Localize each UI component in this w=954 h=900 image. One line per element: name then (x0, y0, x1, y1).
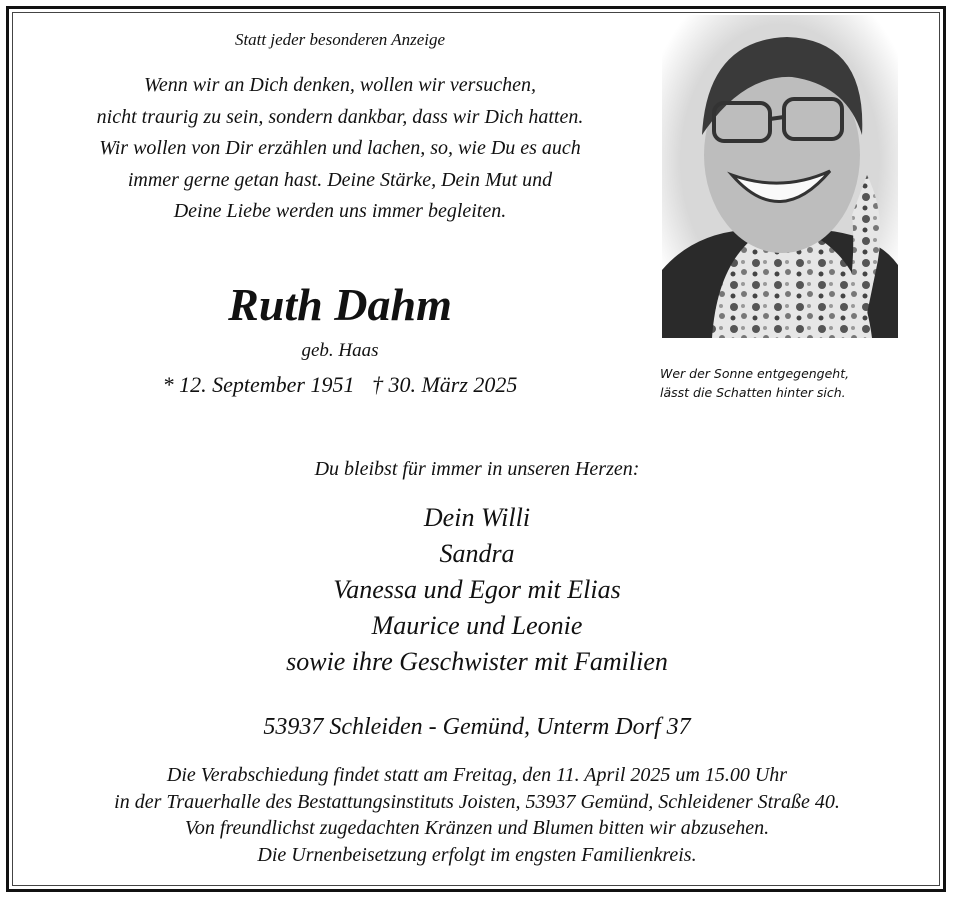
mourner-name: Vanessa und Egor mit Elias (333, 575, 621, 604)
quote-line: Wer der Sonne entgegengeht, (660, 366, 850, 381)
mourner-name: sowie ihre Geschwister mit Familien (286, 647, 668, 676)
life-dates (100, 372, 580, 398)
poem-line: Wir wollen von Dir erzählen und lachen, so, wie Du es auch (99, 137, 581, 159)
portrait-illustration (662, 15, 898, 338)
poem-line: Deine Liebe werden uns immer begleiten. (173, 200, 507, 222)
photo-quote (660, 364, 910, 402)
mourner-name: Maurice und Leonie (371, 611, 583, 640)
mourner-name: Dein Willi (423, 503, 531, 532)
portrait-photo (662, 15, 898, 338)
poem-line: Wenn wir an Dich denken, wollen wir versuchen, (144, 74, 536, 96)
maiden-name: geb. Haas (301, 340, 379, 361)
deceased-name: Ruth Dahm (228, 279, 452, 330)
mourner-name: Sandra (439, 539, 515, 568)
notice-line: Die Verabschiedung findet statt am Freitag, den 11. April 2025 um 15.00 Uhr (166, 764, 788, 786)
notice-line: Die Urnenbeisetzung erfolgt im engsten Familienkreis. (257, 843, 697, 866)
death-date: † 30. März 2025 (371, 372, 518, 397)
address: 53937 Schleiden - Gemünd, Unterm Dorf 37 (263, 714, 691, 740)
poem-line: immer gerne getan hast. Deine Stärke, Dein Mut und (127, 168, 553, 191)
poem (40, 70, 640, 228)
birth-date: * 12. September 1951 (162, 372, 355, 397)
quote-line: lässt die Schatten hinter sich. (660, 385, 846, 400)
mourners-list (177, 500, 777, 680)
poem-line: nicht traurig zu sein, sondern dankbar, dass wir Dich hatten. (96, 105, 584, 128)
funeral-notice (20, 762, 934, 868)
mourners-heading: Du bleibst für immer in unseren Herzen: (314, 458, 640, 480)
intro-line: Statt jeder besonderen Anzeige (234, 30, 446, 49)
notice-line: Von freundlichst zugedachten Kränzen und Blumen bitten wir abzusehen. (184, 817, 770, 839)
notice-line: in der Trauerhalle des Bestattungsinstituts Joisten, 53937 Gemünd, Schleidener Straße 40. (114, 790, 840, 813)
